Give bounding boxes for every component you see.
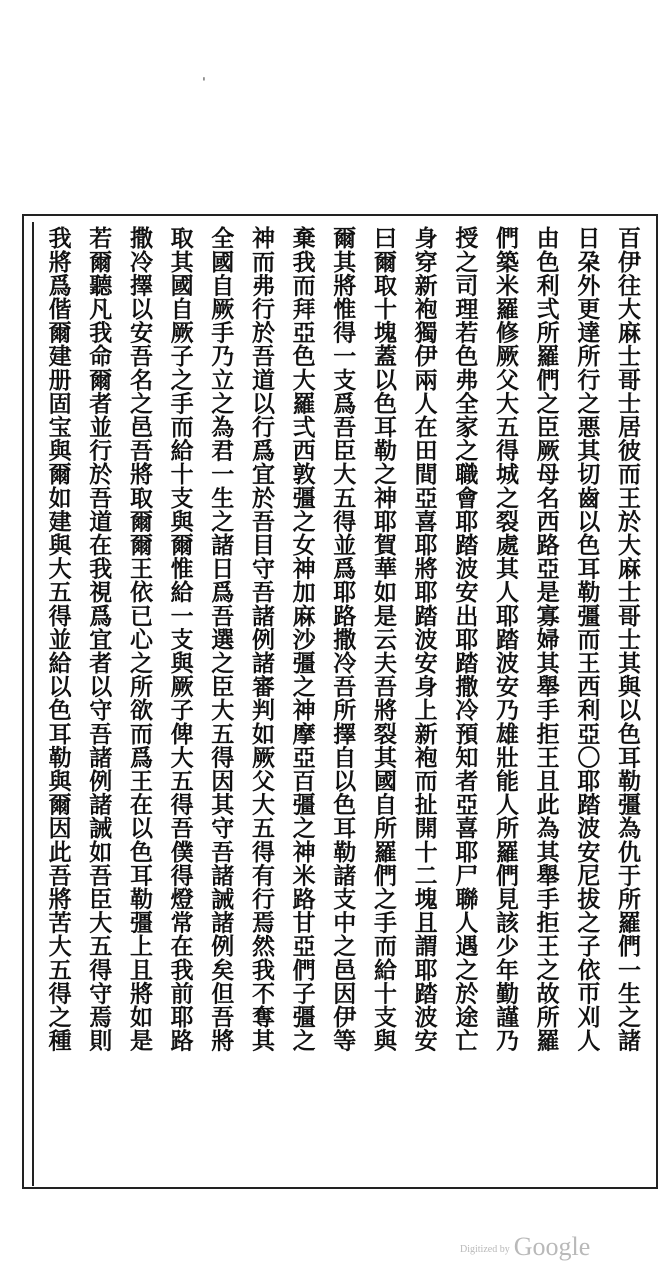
right-page-edge: [656, 214, 658, 1189]
text-column: 全國自厥手乃立之為君一生之諸日爲吾選之臣大五得因其守吾諸誡諸例矣但吾將: [207, 226, 235, 1052]
text-column: 若爾聽凡我命爾者並行於吾道在我視爲宜者以守吾諸例諸誡如吾臣大五得守焉則: [85, 226, 113, 1052]
text-column: 撒冷擇以安吾名之邑吾將取爾爾王依已心之所欲而爲王在以色耳勒彊上且將如是: [125, 226, 153, 1052]
text-column: 授之司理若色弗全家之職會耶踏波安出耶踏撒冷預知者亞喜耶尸聯人遇之於途亡: [451, 226, 479, 1052]
digitized-by-google-watermark: [460, 1232, 590, 1262]
text-column: 我將爲偕爾建册固宝與爾如建與大五得並給以色耳勒與爾因此吾將苦大五得之種: [44, 226, 72, 1052]
text-column: 取其國自厥子之手而給十支與爾惟給一支與厥子俾大五得吾僕得燈常在我前耶路: [166, 226, 194, 1052]
vertical-text-block: [38, 226, 648, 1184]
text-column: 曰爾取十塊蓋以色耳勒之神耶賀華如是云夫吾將裂其國自所羅們之手而給十支與: [369, 226, 397, 1052]
text-column: 身穿新袍獨伊兩人在田間亞喜耶將耶踏波安身上新袍而扯開十二塊且謂耶踏波安: [410, 226, 438, 1052]
text-column: 日朶外更達所行之悪其切齒以色耳勒彊而王西利亞〇耶踏波安尼拔之子依帀刈人: [573, 226, 601, 1052]
text-column: 棄我而拜亞色大羅弍西敦彊之女神加麻沙彊之神摩亞百彊之神米路甘亞們子彊之: [288, 226, 316, 1052]
text-column: 爾其將惟得一支爲吾臣大五得並爲耶路撒冷吾所擇自以色耳勒諸支中之邑因伊等: [329, 226, 357, 1052]
stray-ink-mark: ˈ: [202, 76, 206, 92]
text-column: 神而弗行於吾道以行爲宜於吾目守吾諸例諸審判如厥父大五得有行焉然我不奪其: [247, 226, 275, 1052]
text-column: 們築米羅修厥父大五得城之裂處其人耶踏波安乃雄壯能人所羅們見該少年勤謹乃: [491, 226, 519, 1052]
text-column: 由色利弍所羅們之臣厥母名西路亞是寡婦其舉手拒王且此為其舉手拒王之故所羅: [532, 226, 560, 1052]
digitized-by-label: Digitized by: [460, 1243, 510, 1255]
text-column: 百伊往大麻士哥士居彼而王於大麻士哥士其與以色耳勒彊為仇于所羅們一生之諸: [614, 226, 641, 1052]
google-logo-text: Google: [513, 1232, 591, 1261]
inner-margin-rule: [32, 222, 34, 1186]
